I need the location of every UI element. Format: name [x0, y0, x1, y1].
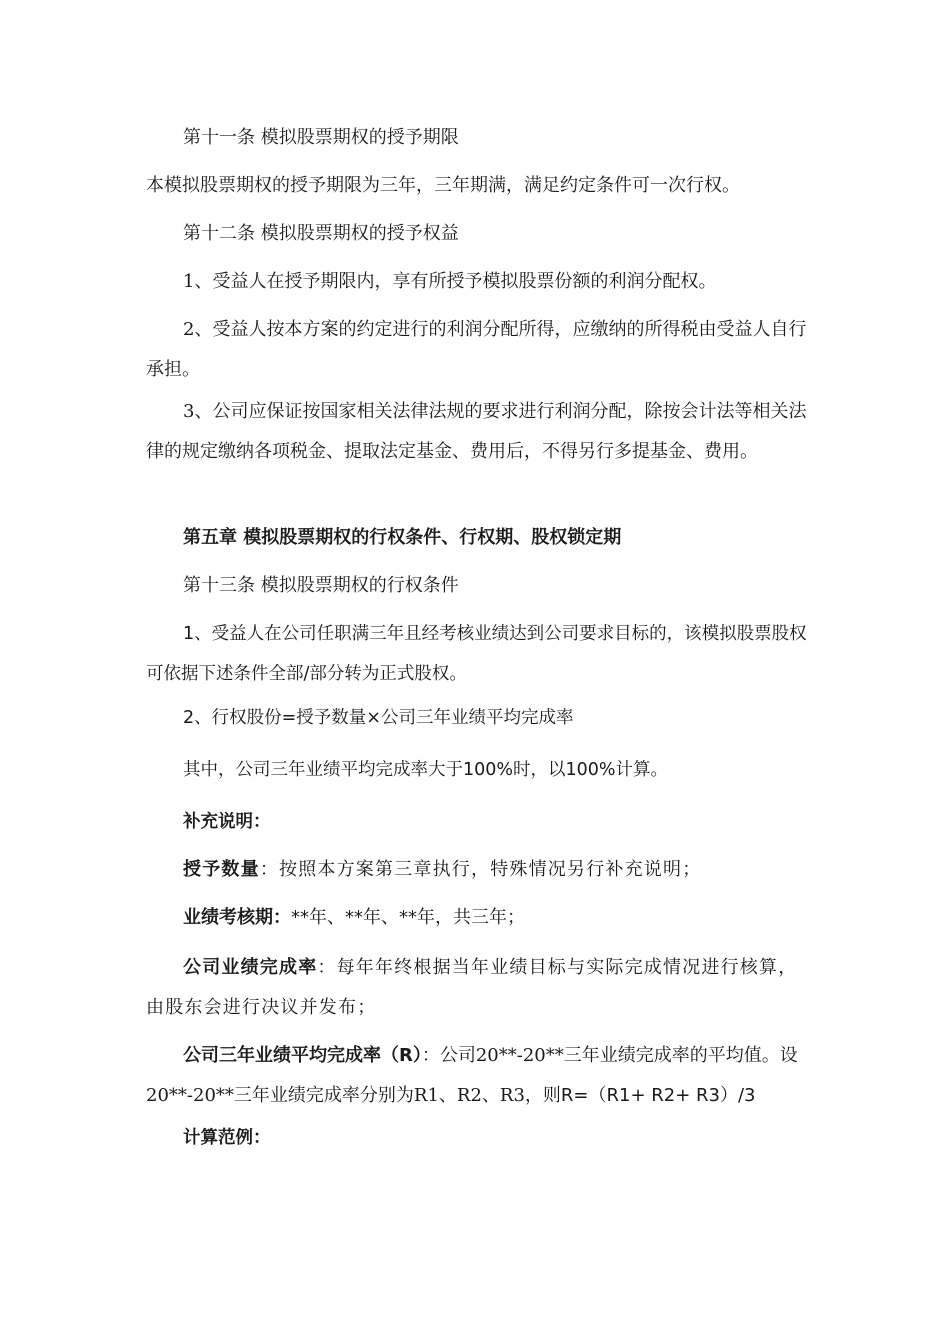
- supplement-average: [146, 1036, 814, 1116]
- article-11-body: 本模拟股票期权的授予期限为三年，三年期满，满足约定条件可一次行权。: [146, 175, 740, 196]
- article-13-note: 其中，公司三年业绩平均完成率大于100%时，以100%计算。: [183, 760, 669, 780]
- period-label: 业绩考核期：: [183, 907, 291, 928]
- rate-text: ：每年年终根据当年业绩目标与实际完成情况进行核算，由股东会进行决议并发布；: [146, 957, 798, 1018]
- average-text: ：公司20**-20**三年业绩完成率的平均值。设20**-20**三年业绩完成率分别为R1、R2、R3，则: [146, 1045, 798, 1106]
- average-label: 公司三年业绩平均完成率（R）: [183, 1045, 422, 1066]
- rate-label: 公司业绩完成率: [183, 957, 318, 978]
- article-12-item-3: 3、公司应保证按国家相关法律法规的要求进行利润分配，除按会计法等相关法律的规定缴纳各项税金、提取法定基金、费用后，不得另行多提基金、费用。: [146, 401, 807, 462]
- grant-label: 授予数量: [183, 859, 260, 880]
- supplement-period: [146, 898, 814, 938]
- example-title: 计算范例：: [183, 1128, 271, 1148]
- article-11-heading: 第十一条 模拟股票期权的授予期限: [183, 127, 459, 148]
- grant-text: ：按照本方案第三章执行，特殊情况另行补充说明；: [259, 859, 702, 880]
- average-formula: R=（R1+ R2+ R3）/3: [560, 1085, 756, 1106]
- article-13-heading: 第十三条 模拟股票期权的行权条件: [183, 575, 459, 596]
- chapter-5-title: 第五章 模拟股票期权的行权条件、行权期、股权锁定期: [183, 527, 622, 548]
- supplement-grant: [146, 850, 814, 890]
- supplement-rate: [146, 948, 814, 1028]
- article-12-item-2: 2、受益人按本方案的约定进行的利润分配所得，应缴纳的所得税由受益人自行承担。: [146, 319, 807, 380]
- article-13-item-2: 2、行权股份=授予数量×公司三年业绩平均完成率: [183, 708, 574, 728]
- period-text: **年、**年、**年，共三年；: [291, 907, 525, 928]
- supplement-title: 补充说明：: [183, 812, 271, 832]
- article-12-item-1: 1、受益人在授予期限内，享有所授予模拟股票份额的利润分配权。: [183, 271, 717, 292]
- article-12-heading: 第十二条 模拟股票期权的授予权益: [183, 223, 459, 244]
- article-13-item-1: 1、受益人在公司任职满三年且经考核业绩达到公司要求目标的，该模拟股票股权可依据下述条件全部/部分转为正式股权。: [146, 624, 807, 684]
